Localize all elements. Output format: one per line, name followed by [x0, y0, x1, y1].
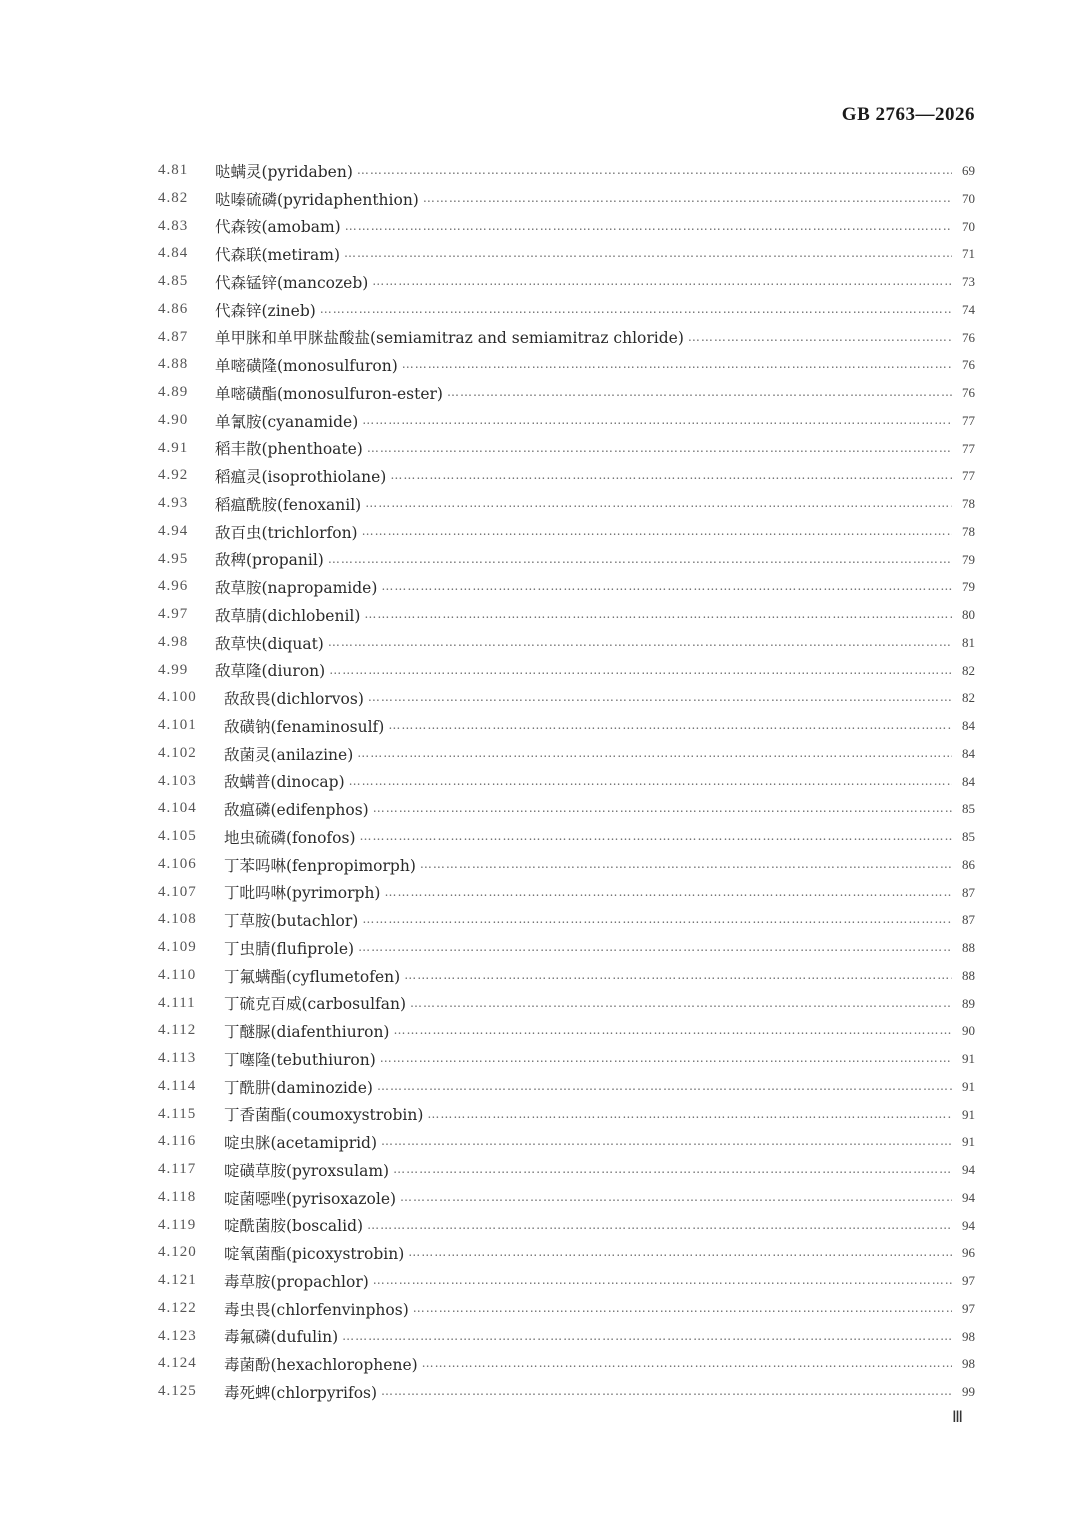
toc-entry-page: 71 [962, 246, 975, 262]
toc-leader-dots [362, 407, 952, 435]
toc-entry[interactable] [0, 629, 1080, 657]
toc-leader-dots [381, 1128, 952, 1156]
toc-entry-title: 啶磺草胺(pyroxsulam) [224, 1161, 390, 1180]
toc-entry-title: 单嘧磺酯(monosulfuron-ester) [215, 384, 443, 403]
toc-entry-title: 单甲脒和单甲脒盐酸盐(semiamitraz and semiamitraz chloride) [215, 329, 684, 348]
toc-entry-page: 82 [962, 690, 975, 706]
toc-entry-title: 毒虫畏(chlorfenvinphos) [224, 1300, 409, 1319]
toc-entry-title: 稻瘟灵(isoprothiolane) [215, 468, 387, 487]
toc-entry-title: 丁吡吗啉(pyrimorph) [224, 884, 381, 903]
toc-entry[interactable] [0, 296, 1080, 324]
toc-entry-title: 敌稗(propanil) [215, 551, 324, 570]
toc-leader-dots [362, 906, 952, 934]
toc-entry-body [215, 296, 952, 324]
toc-entry[interactable] [0, 213, 1080, 241]
toc-leader-dots [408, 1239, 952, 1267]
toc-entry-page: 70 [962, 190, 975, 206]
toc-entry-body [215, 157, 952, 185]
toc-leader-dots [328, 629, 952, 657]
toc-entry[interactable] [0, 1156, 1080, 1184]
toc-entry[interactable] [0, 823, 1080, 851]
toc-leader-dots [365, 490, 952, 518]
toc-leader-dots [410, 990, 952, 1018]
toc-entry-page: 99 [962, 1384, 975, 1399]
toc-entry-page: 98 [962, 1356, 975, 1372]
toc-entry[interactable] [0, 185, 1080, 213]
toc-leader-dots [344, 240, 952, 268]
toc-entry-page: 78 [962, 523, 975, 539]
toc-entry-page: 84 [962, 773, 975, 789]
toc-leader-dots [388, 712, 952, 740]
toc-entry-body [215, 351, 952, 379]
toc-entry-body [224, 1073, 952, 1101]
toc-entry-page: 91 [962, 1078, 975, 1094]
toc-entry-body [224, 1128, 952, 1156]
toc-entry-title: 丁硫克百威(carbosulfan) [224, 995, 407, 1014]
toc-entry-page: 94 [962, 1217, 975, 1233]
toc-entry-page: 73 [962, 274, 975, 289]
toc-entry-title: 单嘧磺隆(monosulfuron) [215, 357, 398, 376]
toc-entry-number: 4.98 [158, 633, 189, 650]
toc-entry-body [215, 268, 952, 296]
toc-entry-page: 91 [962, 1134, 975, 1150]
toc-entry-body [215, 629, 952, 657]
toc-leader-dots [342, 1323, 952, 1351]
toc-leader-dots [357, 740, 952, 768]
toc-entry-number: 4.96 [158, 578, 189, 595]
toc-entry-number: 4.125 [158, 1383, 197, 1399]
toc-entry-title: 敌敌畏(dichlorvos) [224, 690, 364, 709]
toc-entry-title: 敌螨普(dinocap) [224, 773, 345, 792]
toc-entry-number: 4.118 [158, 1188, 197, 1205]
toc-entry-number: 4.100 [158, 689, 197, 706]
toc-entry-body [224, 879, 952, 907]
toc-entry[interactable] [0, 435, 1080, 463]
toc-entry-page: 79 [962, 551, 975, 567]
toc-leader-dots [380, 1045, 952, 1073]
toc-entry-page: 98 [962, 1328, 975, 1344]
toc-entry-page: 88 [962, 940, 975, 955]
toc-entry[interactable] [0, 1295, 1080, 1323]
toc-entry-title: 敌瘟磷(edifenphos) [224, 801, 369, 820]
toc-entry-body [224, 990, 952, 1018]
toc-entry-body [224, 768, 952, 796]
toc-entry-body [224, 1350, 952, 1378]
toc-leader-dots [427, 1101, 952, 1129]
toc-entry-title: 丁氟螨酯(cyflumetofen) [224, 967, 401, 986]
toc-entry-number: 4.86 [158, 300, 189, 317]
toc-entry[interactable] [0, 1184, 1080, 1212]
toc-entry-body [224, 934, 952, 962]
toc-entry-page: 81 [962, 634, 975, 650]
toc-entry-number: 4.91 [158, 439, 189, 456]
toc-entry-page: 76 [962, 385, 975, 400]
toc-entry-page: 74 [962, 301, 975, 317]
toc-entry-page: 97 [962, 1273, 975, 1288]
toc-entry-title: 啶酰菌胺(boscalid) [224, 1217, 364, 1236]
toc-leader-dots [360, 823, 952, 851]
toc-entry-title: 啶菌噁唑(pyrisoxazole) [224, 1189, 397, 1208]
toc-entry[interactable] [0, 851, 1080, 879]
toc-entry-number: 4.95 [158, 550, 189, 567]
toc-leader-dots [373, 795, 952, 823]
toc-entry-page: 84 [962, 718, 975, 733]
toc-entry-body [224, 851, 952, 879]
toc-entry[interactable] [0, 1045, 1080, 1073]
toc-entry-title: 稻瘟酰胺(fenoxanil) [215, 495, 362, 514]
toc-entry-number: 4.120 [158, 1244, 197, 1261]
toc-entry-title: 敌草腈(dichlobenil) [215, 606, 361, 625]
toc-entry-number: 4.101 [158, 717, 197, 733]
toc-entry-title: 敌草快(diquat) [215, 634, 324, 653]
toc-entry-page: 84 [962, 745, 975, 761]
toc-entry[interactable] [0, 490, 1080, 518]
toc-entry-number: 4.93 [158, 495, 189, 511]
toc-entry-body [224, 823, 952, 851]
toc-entry[interactable] [0, 407, 1080, 435]
toc-entry-title: 丁香菌酯(coumoxystrobin) [224, 1106, 424, 1125]
toc-entry-number: 4.124 [158, 1355, 197, 1372]
toc-entry-title: 代森铵(amobam) [215, 218, 341, 237]
toc-entry-number: 4.115 [158, 1105, 197, 1122]
toc-entry-title: 代森锰锌(mancozeb) [215, 273, 369, 292]
toc-entry[interactable] [0, 795, 1080, 823]
toc-entry-page: 90 [962, 1023, 975, 1039]
toc-entry-body [215, 546, 952, 574]
toc-entry-number: 4.122 [158, 1299, 197, 1316]
toc-entry[interactable] [0, 1128, 1080, 1156]
toc-entry-page: 76 [962, 329, 975, 345]
toc-entry[interactable] [0, 379, 1080, 407]
toc-entry-body [215, 657, 952, 685]
toc-leader-dots [422, 1350, 952, 1378]
toc-leader-dots [381, 1378, 952, 1406]
toc-entry-number: 4.106 [158, 855, 197, 872]
toc-entry-title: 代森锌(zineb) [215, 301, 316, 320]
toc-entry-number: 4.97 [158, 606, 189, 622]
toc-leader-dots [364, 601, 952, 629]
toc-entry-body [215, 324, 952, 352]
toc-entry-number: 4.113 [158, 1050, 197, 1066]
toc-leader-dots [358, 934, 952, 962]
toc-entry-page: 77 [962, 440, 975, 456]
toc-entry[interactable] [0, 573, 1080, 601]
toc-entry-title: 地虫硫磷(fonofos) [224, 828, 356, 847]
toc-entry-number: 4.109 [158, 939, 197, 955]
toc-entry-title: 哒嗪硫磷(pyridaphenthion) [215, 190, 419, 209]
toc-entry-body [224, 1017, 952, 1045]
toc-entry-page: 97 [962, 1300, 975, 1316]
toc-entry-page: 70 [962, 218, 975, 234]
toc-entry-title: 毒草胺(propachlor) [224, 1272, 369, 1291]
toc-entry-number: 4.116 [158, 1133, 197, 1150]
toc-entry[interactable] [0, 657, 1080, 685]
toc-entry-page: 80 [962, 607, 975, 622]
toc-entry-title: 哒螨灵(pyridaben) [215, 162, 353, 181]
toc-entry-number: 4.104 [158, 800, 197, 817]
toc-entry-body [224, 795, 952, 823]
toc-entry-page: 79 [962, 579, 975, 595]
toc-entry-number: 4.103 [158, 772, 197, 789]
toc-entry-title: 丁虫腈(flufiprole) [224, 939, 355, 958]
toc-entry-body [224, 1212, 952, 1240]
toc-entry-title: 敌百虫(trichlorfon) [215, 523, 358, 542]
toc-entry-number: 4.85 [158, 273, 189, 289]
toc-leader-dots [367, 435, 952, 463]
toc-entry-body [224, 1184, 952, 1212]
toc-leader-dots [368, 684, 952, 712]
toc-leader-dots [381, 573, 952, 601]
toc-entry[interactable] [0, 1239, 1080, 1267]
toc-leader-dots [320, 296, 952, 324]
toc-entry[interactable] [0, 934, 1080, 962]
toc-entry[interactable] [0, 462, 1080, 490]
toc-entry-body [215, 601, 952, 629]
toc-entry-number: 4.102 [158, 744, 197, 761]
toc-entry-number: 4.94 [158, 522, 189, 539]
toc-entry-body [215, 185, 952, 213]
toc-leader-dots [393, 1156, 952, 1184]
toc-entry-number: 4.84 [158, 245, 189, 262]
toc-entry[interactable] [0, 268, 1080, 296]
toc-entry-title: 丁醚脲(diafenthiuron) [224, 1023, 390, 1042]
toc-leader-dots [400, 1184, 952, 1212]
toc-leader-dots [420, 851, 952, 879]
toc-entry-body [224, 962, 952, 990]
toc-entry-body [224, 1239, 952, 1267]
toc-entry[interactable] [0, 1267, 1080, 1295]
toc-entry-body [224, 1045, 952, 1073]
toc-entry-title: 毒氟磷(dufulin) [224, 1328, 339, 1347]
toc-entry-body [224, 740, 952, 768]
toc-entry-number: 4.117 [158, 1161, 197, 1177]
toc-entry-body [215, 240, 952, 268]
toc-entry-page: 85 [962, 801, 975, 817]
toc-entry-page: 91 [962, 1051, 975, 1066]
toc-entry-number: 4.92 [158, 467, 189, 484]
toc-entry-page: 87 [962, 884, 975, 900]
toc-entry-title: 啶氧菌酯(picoxystrobin) [224, 1245, 405, 1264]
toc-entry-page: 77 [962, 468, 975, 484]
toc-entry-page: 78 [962, 496, 975, 511]
toc-entry-page: 94 [962, 1162, 975, 1177]
toc-entry-title: 丁噻隆(tebuthiuron) [224, 1050, 376, 1069]
toc-entry-page: 76 [962, 357, 975, 373]
toc-leader-dots [447, 379, 952, 407]
toc-leader-dots [349, 768, 952, 796]
toc-entry-number: 4.121 [158, 1272, 197, 1288]
toc-leader-dots [688, 324, 952, 352]
toc-entry-page: 91 [962, 1106, 975, 1122]
toc-entry-page: 69 [962, 163, 975, 178]
toc-entry-title: 敌草胺(napropamide) [215, 579, 378, 598]
toc-entry-body [224, 712, 952, 740]
toc-leader-dots [357, 157, 952, 185]
toc-entry-body [215, 518, 952, 546]
toc-entry-number: 4.87 [158, 328, 189, 345]
toc-leader-dots [413, 1295, 952, 1323]
toc-entry-page: 85 [962, 829, 975, 844]
toc-entry[interactable] [0, 1350, 1080, 1378]
toc-entry[interactable] [0, 962, 1080, 990]
toc-entry-page: 82 [962, 662, 975, 678]
toc-entry-title: 敌磺钠(fenaminosulf) [224, 717, 385, 736]
toc-entry-body [224, 684, 952, 712]
toc-entry-page: 96 [962, 1245, 975, 1261]
toc-entry-body [224, 1295, 952, 1323]
toc-leader-dots [328, 546, 952, 574]
toc-entry-title: 毒死蜱(chlorpyrifos) [224, 1383, 378, 1402]
toc-entry[interactable] [0, 157, 1080, 185]
toc-entry[interactable] [0, 240, 1080, 268]
toc-leader-dots [404, 962, 952, 990]
toc-entry-number: 4.99 [158, 661, 189, 678]
toc-entry[interactable] [0, 1101, 1080, 1129]
toc-entry-page: 94 [962, 1189, 975, 1205]
toc-entry-title: 单氰胺(cyanamide) [215, 412, 359, 431]
toc-entry-page: 89 [962, 995, 975, 1011]
toc-entry[interactable] [0, 1017, 1080, 1045]
toc-entry[interactable] [0, 990, 1080, 1018]
toc-entry-body [215, 435, 952, 463]
toc-entry-title: 丁苯吗啉(fenpropimorph) [224, 856, 416, 875]
toc-entry[interactable] [0, 712, 1080, 740]
toc-entry-body [224, 906, 952, 934]
toc-entry-title: 稻丰散(phenthoate) [215, 440, 363, 459]
toc-entry-title: 啶虫脒(acetamiprid) [224, 1134, 378, 1153]
toc-entry[interactable] [0, 879, 1080, 907]
toc-leader-dots [372, 268, 952, 296]
toc-entry-number: 4.90 [158, 411, 189, 428]
toc-entry-body [215, 490, 952, 518]
toc-leader-dots [393, 1017, 952, 1045]
toc-entry-number: 4.88 [158, 356, 189, 373]
toc-entry-number: 4.82 [158, 189, 189, 206]
toc-entry-number: 4.81 [158, 162, 189, 178]
toc-entry[interactable] [0, 1073, 1080, 1101]
toc-leader-dots [390, 462, 952, 490]
toc-entry[interactable] [0, 324, 1080, 352]
toc-entry-title: 敌草隆(diuron) [215, 662, 326, 681]
toc-entry[interactable] [0, 1212, 1080, 1240]
toc-leader-dots [423, 185, 952, 213]
document-code: GB 2763—2026 [841, 104, 975, 125]
toc-entry-number: 4.108 [158, 911, 197, 928]
toc-entry[interactable] [0, 684, 1080, 712]
toc-entry[interactable] [0, 1378, 1080, 1406]
toc-leader-dots [329, 657, 952, 685]
toc-entry[interactable] [0, 906, 1080, 934]
toc-entry-body [224, 1267, 952, 1295]
toc-leader-dots [345, 213, 952, 241]
toc-entry-title: 丁草胺(butachlor) [224, 912, 359, 931]
toc-entry[interactable] [0, 546, 1080, 574]
toc-entry[interactable] [0, 601, 1080, 629]
toc-entry-body [224, 1101, 952, 1129]
toc-entry[interactable] [0, 1323, 1080, 1351]
toc-entry[interactable] [0, 351, 1080, 379]
toc-entry-number: 4.110 [158, 966, 197, 983]
toc-leader-dots [373, 1267, 952, 1295]
toc-entry-body [224, 1378, 952, 1406]
toc-entry[interactable] [0, 518, 1080, 546]
toc-entry[interactable] [0, 740, 1080, 768]
toc-entry-body [215, 573, 952, 601]
toc-entry-title: 丁酰肼(daminozide) [224, 1078, 373, 1097]
toc-entry-page: 88 [962, 967, 975, 983]
toc-entry-number: 4.105 [158, 828, 197, 844]
toc-entry-number: 4.89 [158, 384, 189, 400]
toc-entry-body [215, 213, 952, 241]
page-folio: Ⅲ [952, 1409, 964, 1426]
toc-entry-body [215, 379, 952, 407]
toc-entry-body [224, 1323, 952, 1351]
toc-entry-body [224, 1156, 952, 1184]
toc-leader-dots [367, 1212, 952, 1240]
toc-entry-page: 86 [962, 856, 975, 872]
toc-entry[interactable] [0, 768, 1080, 796]
toc-leader-dots [377, 1073, 952, 1101]
toc-entry-number: 4.107 [158, 883, 197, 900]
toc-leader-dots [402, 351, 952, 379]
toc-entry-number: 4.112 [158, 1022, 197, 1039]
toc-leader-dots [362, 518, 952, 546]
toc-entry-body [215, 407, 952, 435]
toc-entry-title: 敌菌灵(anilazine) [224, 745, 354, 764]
toc-entry-number: 4.111 [158, 994, 196, 1011]
toc-entry-body [215, 462, 952, 490]
toc-entry-page: 77 [962, 412, 975, 428]
toc-entry-number: 4.83 [158, 217, 189, 234]
toc-entry-number: 4.114 [158, 1077, 197, 1094]
toc-entry-title: 毒菌酚(hexachlorophene) [224, 1356, 418, 1375]
toc-entry-number: 4.119 [158, 1216, 197, 1233]
toc-entry-page: 87 [962, 912, 975, 928]
toc-leader-dots [384, 879, 952, 907]
toc-entry-title: 代森联(metiram) [215, 246, 340, 265]
toc-entry-number: 4.123 [158, 1327, 197, 1344]
